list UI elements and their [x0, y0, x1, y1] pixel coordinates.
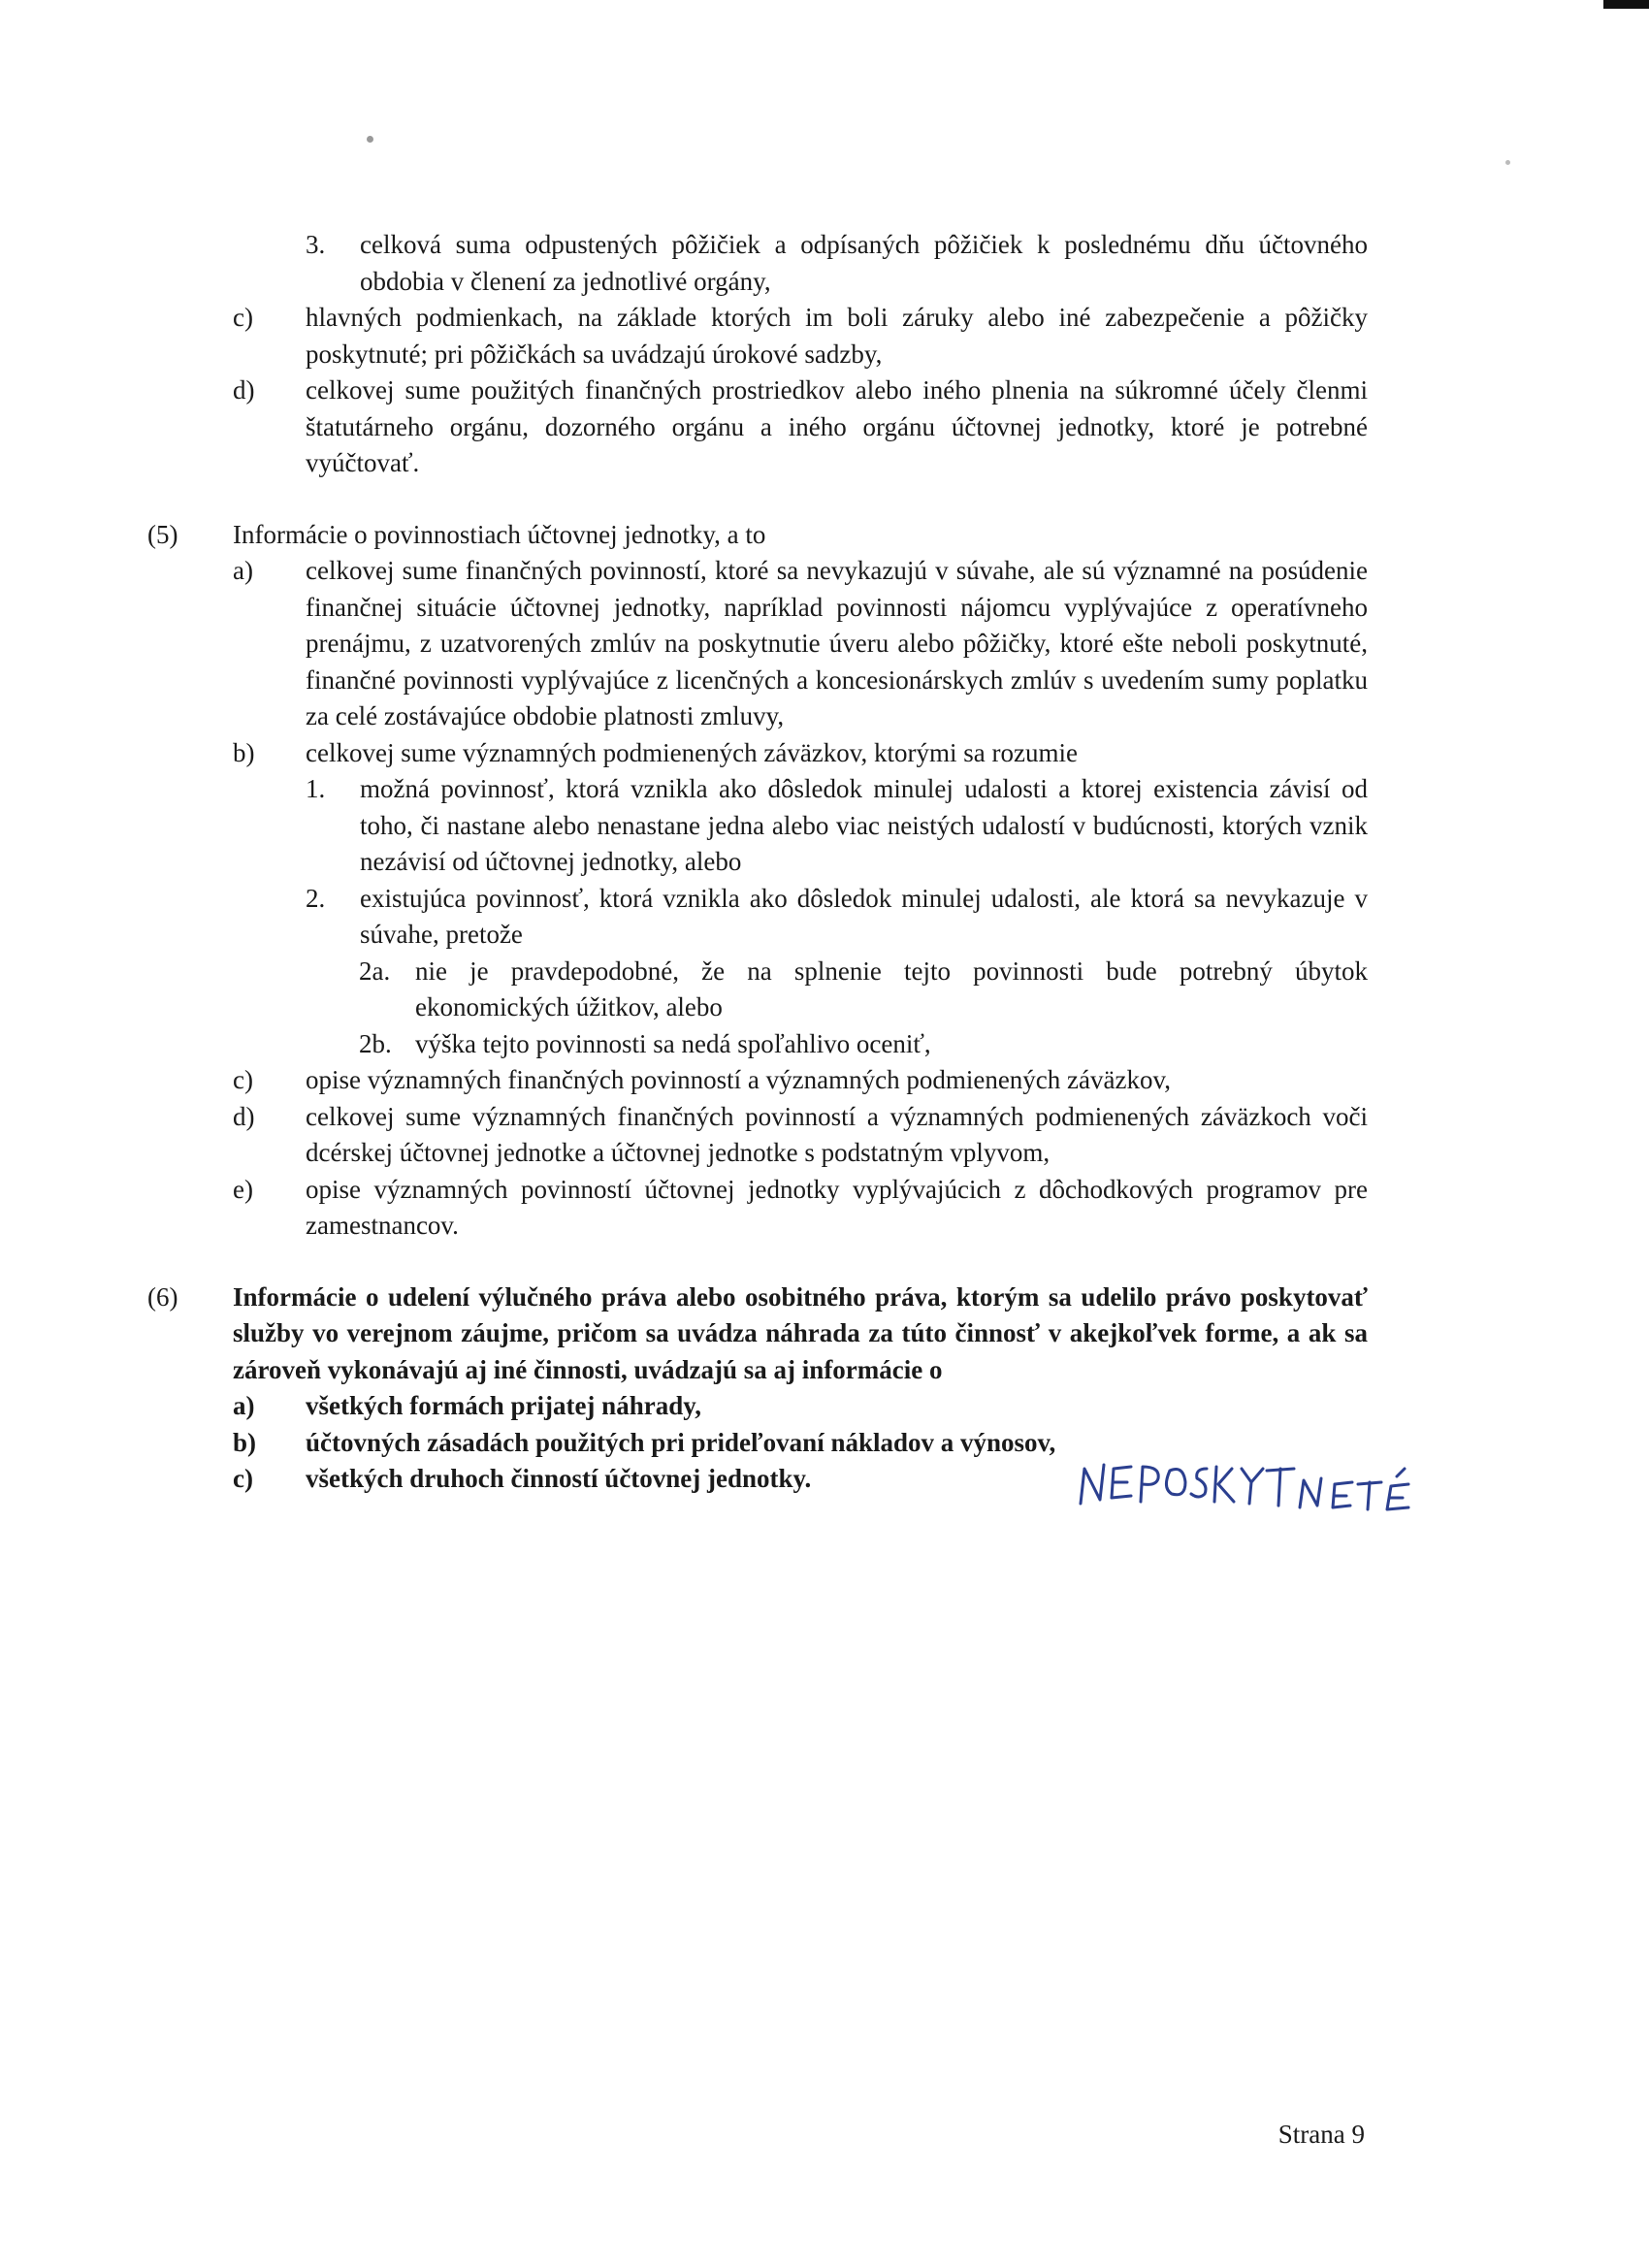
item-marker: a) — [233, 556, 253, 585]
section-title: Informácie o povinnostiach účtovnej jednotky, a to — [233, 519, 766, 549]
list-item — [155, 1099, 1368, 1172]
item-text: celkovej sume finančných povinností, ktoré sa nevykazujú v súvahe, ale sú významné na posúdenie finančnej situácie účtovnej jednotky, napríklad povinnosti nájomcu vyplývajúce z operatívneho prenájmu, z uzatvorených zmlúv na poskytnutie úveru alebo pôžičky, ktoré ešte neboli poskytnuté, finančné povinnosti vyplývajúce z licenčných a koncesionárskych zmlúv s uvedením sumy poplatku za celé zostávajúce obdobie platnosti zmluvy, — [306, 556, 1368, 730]
item-text: existujúca povinnosť, ktorá vznikla ako dôsledok minulej udalosti, ale ktorá sa nevykazuje v súvahe, pretože — [360, 883, 1368, 949]
item-text: celková suma odpustených pôžičiek a odpísaných pôžičiek k poslednému dňu účtovného obdobia v členení za jednotlivé orgány, — [360, 230, 1368, 296]
item-text: výška tejto povinnosti sa nedá spoľahlivo oceniť, — [415, 1028, 931, 1058]
section-title: Informácie o udelení výlučného práva alebo osobitného práva, ktorým sa udelilo právo poskytovať služby vo verejnom záujme, pričom sa uvádza náhrada za túto činnosť v akejkoľvek forme, a ak sa zároveň vykonávajú aj iné činnosti, uvádzajú sa aj informácie o — [233, 1281, 1368, 1384]
item-text: možná povinnosť, ktorá vznikla ako dôsledok minulej udalosti a ktorej existencia závisí od toho, či nastane alebo nenastane jedna alebo viac neistých udalostí v budúcnosti, ktorých vznik nezávisí od účtovnej jednotky, alebo — [360, 774, 1368, 876]
list-item — [155, 227, 1368, 300]
item-text: opise významných povinností účtovnej jednotky vyplývajúcich z dôchodkových programov pre zamestnancov. — [306, 1174, 1368, 1240]
document-body — [147, 227, 1368, 1498]
section-marker: (5) — [147, 519, 178, 549]
item-marker: e) — [233, 1174, 253, 1204]
section-heading — [147, 517, 1368, 554]
item-marker: 1. — [306, 774, 326, 803]
list-item — [155, 735, 1368, 772]
handwritten-note — [1075, 1455, 1472, 1533]
item-text: celkovej sume významných finančných povinností a významných podmienených záväzkoch voči dcérskej účtovnej jednotke a účtovnej jednotke s podstatným vplyvom, — [306, 1101, 1368, 1167]
scan-speck — [1505, 160, 1510, 165]
item-text: celkovej sume významných podmienených záväzkov, ktorými sa rozumie — [306, 737, 1078, 767]
item-text: opise významných finančných povinností a významných podmienených záväzkov, — [306, 1065, 1171, 1094]
item-marker: d) — [233, 1101, 255, 1131]
list-item — [155, 1172, 1368, 1245]
list-item — [155, 1062, 1368, 1099]
item-marker: 2b. — [359, 1028, 392, 1058]
list-item — [155, 553, 1368, 735]
list-item — [155, 300, 1368, 373]
list-item — [155, 881, 1368, 954]
list-item — [155, 373, 1368, 482]
scan-speck — [367, 136, 373, 143]
section-heading — [147, 1280, 1368, 1389]
section-marker: (6) — [147, 1281, 178, 1312]
item-marker: c) — [233, 1464, 253, 1493]
item-marker: b) — [233, 1427, 257, 1457]
page-number: Strana 9 — [1277, 2120, 1365, 2149]
list-item — [155, 1388, 1368, 1425]
scan-edge-mark — [1603, 0, 1649, 9]
item-marker: 3. — [306, 230, 326, 259]
item-text: celkovej sume použitých finančných prostriedkov alebo iného plnenia na súkromné účely členmi štatutárneho orgánu, dozorného orgánu a iného orgánu účtovnej jednotky, ktoré je potrebné vyúčtovať. — [306, 375, 1368, 477]
item-marker: 2a. — [359, 956, 391, 986]
item-text: účtovných zásadách použitých pri prideľovaní nákladov a výnosov, — [306, 1427, 1056, 1457]
item-marker: d) — [233, 375, 255, 405]
list-item — [155, 1026, 1368, 1063]
list-item — [155, 954, 1368, 1026]
item-text: všetkých formách prijatej náhrady, — [306, 1391, 701, 1420]
item-marker: c) — [233, 1065, 253, 1094]
item-marker: b) — [233, 737, 255, 767]
item-marker: c) — [233, 303, 253, 332]
item-text: hlavných podmienkach, na základe ktorých im boli záruky alebo iné zabezpečenie a pôžičky poskytnuté; pri pôžičkách sa uvádzajú úrokové sadzby, — [306, 303, 1368, 369]
item-marker: a) — [233, 1391, 255, 1420]
item-marker: 2. — [306, 883, 326, 913]
item-text: nie je pravdepodobné, že na splnenie tejto povinnosti bude potrebný úbytok ekonomických úžitkov, alebo — [415, 956, 1368, 1021]
list-item — [155, 771, 1368, 881]
item-text: všetkých druhoch činností účtovnej jednotky. — [306, 1464, 812, 1493]
